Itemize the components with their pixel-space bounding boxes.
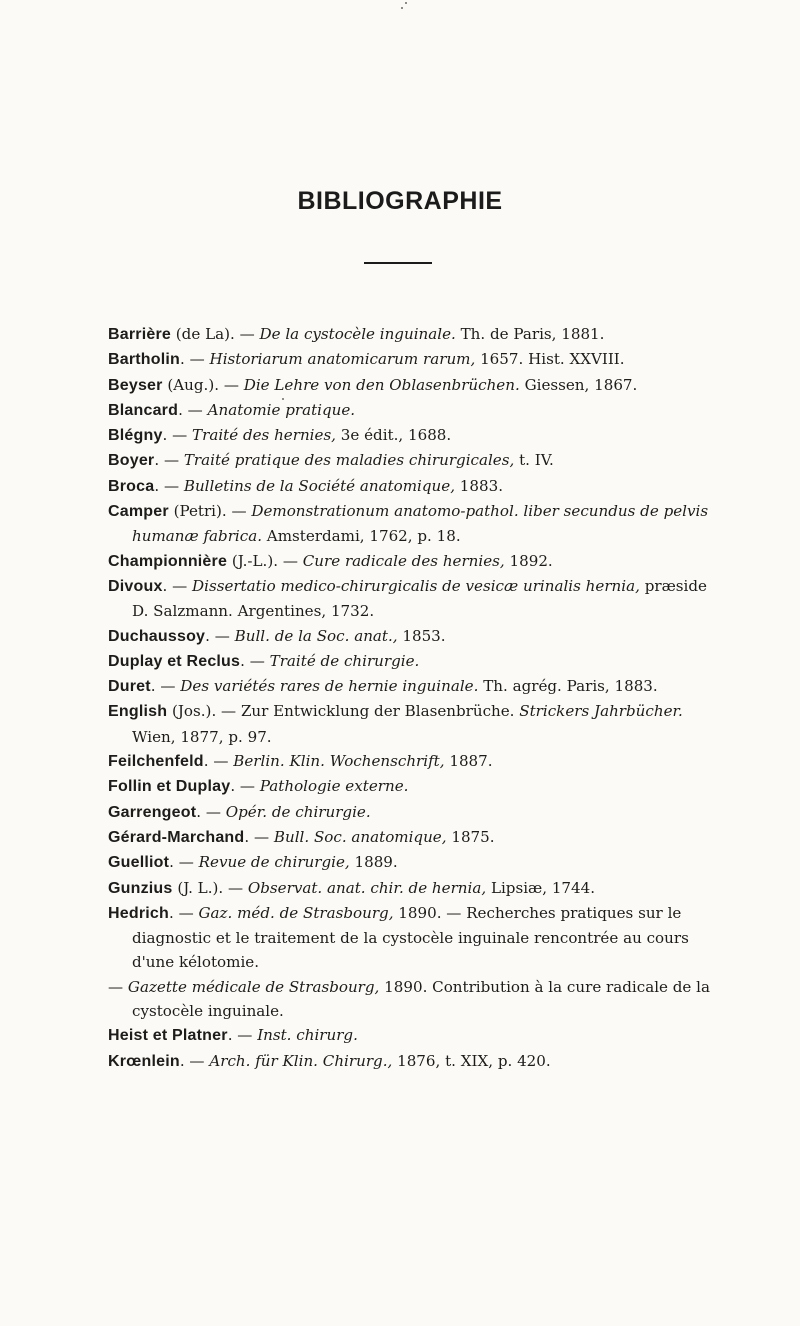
entry-author: Broca [108, 477, 155, 495]
bibliography-entry [108, 749, 714, 774]
entry-text: 1890. Contribution à la cure radicale de la cystocèle inguinale. [132, 977, 710, 1021]
entry-author-detail: (de La) [170, 325, 230, 343]
entry-author: Beyser [108, 376, 163, 394]
bibliography-entry [108, 499, 714, 549]
entry-text: . — [229, 325, 260, 343]
entry-text: . — [150, 677, 181, 696]
entry-text: . — [196, 802, 226, 821]
entry-text: 1883. [455, 476, 504, 495]
bibliography-entry [108, 1023, 714, 1048]
entry-text: Giessen, 1867. [519, 375, 638, 394]
entry-author: Duret [108, 678, 151, 696]
entry-work-title: Bull. de la Soc. anat., [234, 626, 398, 645]
page-title: BIBLIOGRAPHIE [297, 186, 503, 215]
entry-text: . — [218, 878, 248, 897]
entry-text: . — [154, 451, 184, 470]
entry-text: . — Zur Entwicklung der Blasenbrüche. [211, 702, 520, 721]
entry-text: . — [203, 752, 234, 771]
entry-text: . — [178, 400, 208, 419]
entry-text: . — [180, 350, 210, 369]
bibliography-list [108, 322, 714, 1074]
entry-text: . — [240, 651, 270, 670]
entry-work-title: Traité de chirurgie. [269, 651, 420, 670]
entry-author: Gunzius [108, 879, 173, 897]
entry-text: t. IV. [514, 451, 554, 470]
bibliography-entry [108, 549, 714, 574]
entry-work-title: Historiarum anatomicarum rarum, [209, 350, 476, 369]
entry-work-title: Observat. anat. chir. de hernia, [247, 878, 487, 897]
entry-author: Camper [108, 503, 169, 521]
entry-text: . — [179, 1051, 210, 1070]
entry-text: . — [154, 476, 184, 495]
entry-author-detail: (Jos.) [167, 702, 212, 721]
bibliography-entry [108, 574, 714, 624]
entry-text: præside D. Salzmann. Argentines, 1732. [132, 576, 707, 621]
entry-work-title: Opér. de chirurgie. [225, 802, 371, 821]
entry-work-title: Dissertatio medico-chirurgicalis de vesicæ urinalis hernia, [192, 576, 640, 595]
entry-text: . — [169, 853, 199, 872]
entry-author-detail: (J. L.) [172, 878, 219, 897]
entry-work-title: Cure radicale des hernies, [302, 551, 505, 570]
entry-work-title: Revue de chirurgie, [198, 853, 350, 872]
entry-text: . — [227, 1026, 258, 1045]
entry-work-title: Traité pratique des maladies chirurgicales, [183, 451, 515, 470]
entry-text: . — [205, 626, 235, 645]
entry-work-title: Pathologie externe. [259, 777, 409, 796]
entry-text: . — [244, 827, 274, 846]
bibliography-entry [108, 674, 714, 699]
entry-author: Boyer [108, 452, 155, 470]
bibliography-entry [108, 649, 714, 674]
entry-text: . — [162, 426, 193, 445]
entry-text: Th. agrég. Paris, 1883. [478, 677, 658, 696]
entry-text: . — [162, 576, 193, 595]
entry-text: 1657. Hist. XXVIII. [475, 350, 625, 369]
bibliography-entry [108, 825, 714, 850]
entry-author: Championnière [108, 552, 228, 570]
entry-work-title: Arch. für Klin. Chirurg., [209, 1051, 393, 1070]
bibliography-entry [108, 1049, 714, 1074]
bibliography-entry [108, 901, 714, 975]
bibliography-entry [108, 876, 714, 901]
entry-work-title: Strickers Jahrbücher. [519, 702, 683, 721]
bibliography-entry [108, 850, 714, 875]
bibliography-entry [108, 322, 714, 347]
bibliography-entry [108, 373, 714, 398]
bibliography-entry [108, 423, 714, 448]
bibliography-entry [108, 800, 714, 825]
entry-author: Garrengeot [108, 803, 197, 821]
entry-author: Divoux [108, 577, 163, 595]
entry-text: Amsterdami, 1762, p. 18. [262, 527, 461, 546]
entry-text: Th. de Paris, 1881. [455, 325, 605, 343]
entry-author: Krœnlein [108, 1052, 180, 1070]
entry-work-title: Traité des hernies, [192, 426, 336, 445]
bibliography-entry [108, 347, 714, 372]
entry-work-title: Die Lehre von den Oblasenbrüchen. [243, 375, 520, 394]
bibliography-entry [108, 699, 714, 749]
bibliography-entry [108, 448, 714, 473]
bibliography-entry [108, 975, 714, 1024]
entry-work-title: Anatomie pratique. [207, 400, 356, 419]
entry-text: . — [230, 777, 260, 796]
entry-author: Bartholin [108, 351, 181, 369]
entry-work-title: Des variétés rares de hernie inguinale. [180, 677, 479, 696]
entry-text: 1887. [444, 752, 493, 771]
entry-work-title: Bulletins de la Société anatomique, [183, 476, 455, 495]
paper-speck [405, 2, 407, 4]
title-rule [364, 262, 432, 264]
paper-speck [401, 7, 403, 9]
entry-author-detail: (J.-L.) [227, 551, 274, 570]
entry-text: 3e édit., 1688. [335, 426, 452, 445]
entry-work-title: Inst. chirurg. [257, 1026, 358, 1045]
entry-text: 1889. [349, 853, 398, 872]
entry-text: 1890. — Recherches pratiques sur le diagnostic et le traitement de la cystocèle inguinale rencontrée au cours d'une kélotomie. [132, 903, 689, 972]
entry-author: Blancard [108, 401, 179, 419]
entry-author: Feilchenfeld [108, 753, 204, 771]
entry-author: Guelliot [108, 854, 170, 872]
entry-author: Duchaussoy [108, 627, 206, 645]
entry-work-title: Bull. Soc. anatomique, [273, 827, 447, 846]
bibliography-entry [108, 474, 714, 499]
entry-text: Wien, 1877, p. 97. [132, 727, 272, 746]
entry-author: Barrière [108, 326, 171, 343]
entry-text: . — [168, 903, 199, 922]
entry-author-detail: (Aug.) [162, 375, 215, 394]
entry-text: . — [214, 375, 244, 394]
entry-text: 1853. [397, 626, 446, 645]
entry-work-title: Berlin. Klin. Wochenschrift, [233, 752, 445, 771]
entry-text: 1892. [504, 551, 553, 570]
entry-text: . — [221, 502, 252, 521]
entry-author: Blégny [108, 427, 163, 445]
entry-text: 1876, t. XIX, p. 420. [392, 1051, 551, 1070]
bibliography-entry [108, 774, 714, 799]
entry-author: Gérard-Marchand [108, 828, 245, 846]
entry-author-detail: (Petri) [168, 502, 222, 521]
entry-author: Heist et Platner [108, 1027, 228, 1045]
entry-author: Follin et Duplay [108, 778, 231, 796]
entry-author: Hedrich [108, 904, 169, 922]
entry-work-title: De la cystocèle inguinale. [259, 325, 456, 343]
bibliography-entry [108, 624, 714, 649]
entry-author: English [108, 703, 168, 721]
entry-work-title: Gaz. méd. de Strasbourg, [198, 903, 394, 922]
entry-work-title: Demonstrationum anatomo-pathol. liber secundus de pelvis humanæ fabrica. [132, 502, 709, 546]
entry-text: — [108, 977, 128, 996]
entry-text: 1875. [446, 827, 495, 846]
entry-text: . — [273, 551, 303, 570]
entry-author: Duplay et Reclus [108, 652, 241, 670]
bibliography-entry [108, 398, 714, 423]
entry-work-title: Gazette médicale de Strasbourg, [127, 977, 380, 996]
entry-text: Lipsiæ, 1744. [486, 878, 596, 897]
